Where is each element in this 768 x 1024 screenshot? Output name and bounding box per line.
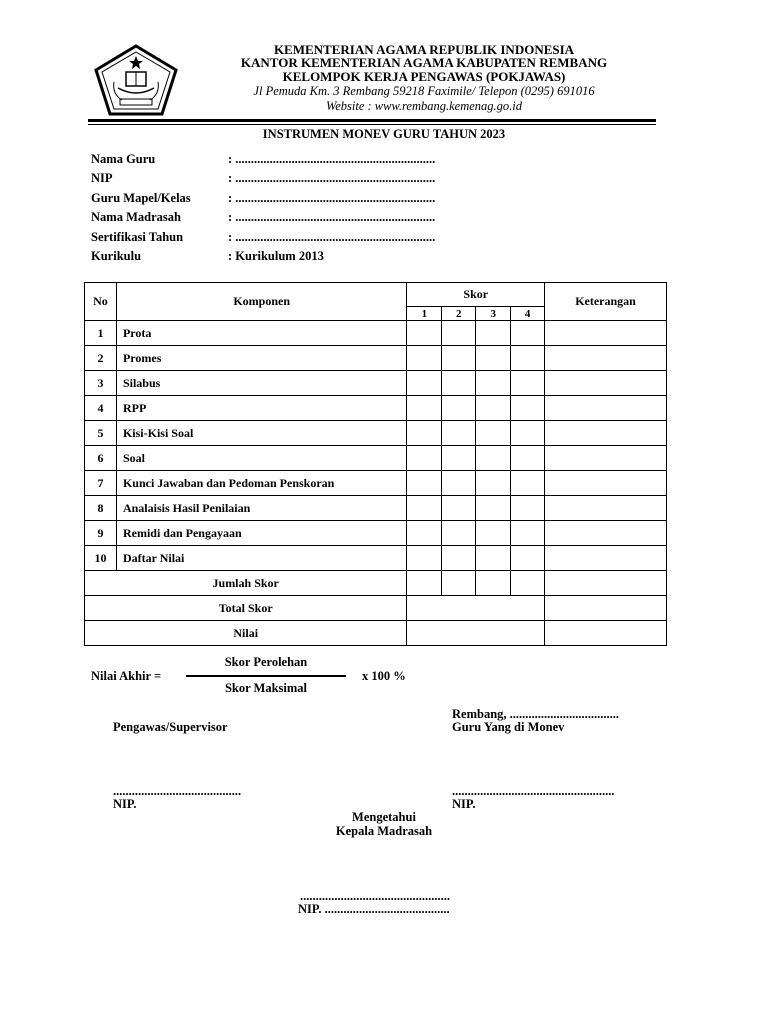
info-value: : ................................................................ bbox=[228, 171, 436, 185]
row-komponen: Soal bbox=[116, 446, 406, 471]
row-no: 5 bbox=[85, 421, 117, 446]
info-label: Nama Guru bbox=[91, 152, 156, 166]
score-cell[interactable] bbox=[511, 521, 545, 546]
skor-level: 3 bbox=[476, 307, 511, 321]
header-ministry: KEMENTERIAN AGAMA REPUBLIK INDONESIA bbox=[273, 42, 575, 57]
keterangan-cell[interactable] bbox=[545, 596, 667, 621]
header-website: Website : www.rembang.kemenag.go.id bbox=[325, 99, 523, 113]
info-label: Guru Mapel/Kelas bbox=[91, 191, 191, 205]
row-no: 2 bbox=[85, 346, 117, 371]
row-no: 9 bbox=[85, 521, 117, 546]
info-value: : Kurikulum 2013 bbox=[228, 249, 324, 263]
table-row bbox=[85, 321, 667, 346]
score-cell[interactable] bbox=[407, 571, 442, 596]
table-row bbox=[85, 546, 667, 571]
table-row bbox=[85, 496, 667, 521]
keterangan-cell[interactable] bbox=[545, 421, 667, 446]
total-skor-cell[interactable] bbox=[407, 596, 545, 621]
score-cell[interactable] bbox=[442, 571, 476, 596]
info-label: Sertifikasi Tahun bbox=[91, 230, 184, 244]
row-no: 10 bbox=[85, 546, 117, 571]
score-cell[interactable] bbox=[511, 346, 545, 371]
teacher-signature-line: .................................................... bbox=[452, 784, 615, 798]
skor-level: 2 bbox=[442, 307, 476, 321]
score-cell[interactable] bbox=[476, 321, 511, 346]
score-cell[interactable] bbox=[407, 521, 442, 546]
score-cell[interactable] bbox=[407, 471, 442, 496]
info-label: Nama Madrasah bbox=[91, 210, 181, 224]
row-komponen: Kisi-Kisi Soal bbox=[116, 421, 406, 446]
info-label: NIP bbox=[91, 171, 113, 185]
score-cell[interactable] bbox=[442, 471, 476, 496]
score-cell[interactable] bbox=[442, 521, 476, 546]
nilai-akhir-label: Nilai Akhir = bbox=[91, 669, 162, 683]
supervisor-title: Pengawas/Supervisor bbox=[113, 720, 228, 734]
score-cell[interactable] bbox=[407, 421, 442, 446]
keterangan-cell[interactable] bbox=[545, 321, 667, 346]
total-skor-row bbox=[85, 596, 667, 621]
score-cell[interactable] bbox=[442, 396, 476, 421]
skor-level: 4 bbox=[511, 307, 545, 321]
row-no: 4 bbox=[85, 396, 117, 421]
score-cell[interactable] bbox=[442, 371, 476, 396]
formula-denominator: Skor Maksimal bbox=[224, 681, 308, 695]
fraction-bar bbox=[186, 675, 346, 677]
score-cell[interactable] bbox=[442, 546, 476, 571]
score-cell[interactable] bbox=[511, 546, 545, 571]
teacher-title: Guru Yang di Monev bbox=[452, 720, 565, 734]
mengetahui-label: Mengetahui bbox=[352, 810, 416, 824]
row-komponen: Analaisis Hasil Penilaian bbox=[116, 496, 406, 521]
keterangan-cell[interactable] bbox=[545, 496, 667, 521]
table-row bbox=[85, 471, 667, 496]
score-cell[interactable] bbox=[476, 396, 511, 421]
header-rule-thin bbox=[88, 124, 656, 125]
document-title: INSTRUMEN MONEV GURU TAHUN 2023 bbox=[262, 127, 506, 141]
header-rule-thick bbox=[88, 119, 656, 122]
nilai-label: Nilai bbox=[85, 621, 407, 646]
formula-multiplier: x 100 % bbox=[362, 669, 406, 683]
nilai-row bbox=[85, 621, 667, 646]
score-cell[interactable] bbox=[407, 346, 442, 371]
supervisor-signature-line: ......................................... bbox=[113, 784, 242, 798]
row-komponen: Kunci Jawaban dan Pedoman Penskoran bbox=[116, 471, 406, 496]
keterangan-cell[interactable] bbox=[545, 546, 667, 571]
supervisor-nip: NIP. bbox=[113, 797, 137, 811]
row-komponen: RPP bbox=[116, 396, 406, 421]
kepala-signature-line: ................................................ bbox=[300, 889, 450, 903]
score-cell[interactable] bbox=[476, 471, 511, 496]
score-cell[interactable] bbox=[407, 396, 442, 421]
nilai-cell[interactable] bbox=[407, 621, 545, 646]
score-cell[interactable] bbox=[511, 421, 545, 446]
score-cell[interactable] bbox=[511, 371, 545, 396]
score-cell[interactable] bbox=[442, 496, 476, 521]
row-no: 3 bbox=[85, 371, 117, 396]
row-komponen: Promes bbox=[116, 346, 406, 371]
kepala-madrasah-title: Kepala Madrasah bbox=[335, 824, 433, 838]
score-cell[interactable] bbox=[511, 396, 545, 421]
keterangan-cell[interactable] bbox=[545, 471, 667, 496]
score-cell[interactable] bbox=[442, 446, 476, 471]
row-no: 6 bbox=[85, 446, 117, 471]
skor-level: 1 bbox=[407, 307, 442, 321]
teacher-nip: NIP. bbox=[452, 797, 476, 811]
total-skor-label: Total Skor bbox=[85, 596, 407, 621]
table-row bbox=[85, 521, 667, 546]
score-cell[interactable] bbox=[476, 371, 511, 396]
score-cell[interactable] bbox=[407, 446, 442, 471]
row-komponen: Daftar Nilai bbox=[116, 546, 406, 571]
monev-table bbox=[84, 282, 667, 646]
keterangan-cell[interactable] bbox=[545, 521, 667, 546]
table-row bbox=[85, 371, 667, 396]
jumlah-skor-label: Jumlah Skor bbox=[85, 571, 407, 596]
score-cell[interactable] bbox=[511, 446, 545, 471]
keterangan-cell[interactable] bbox=[545, 346, 667, 371]
row-komponen: Remidi dan Pengayaan bbox=[116, 521, 406, 546]
score-cell[interactable] bbox=[511, 496, 545, 521]
row-no: 7 bbox=[85, 471, 117, 496]
keterangan-cell[interactable] bbox=[545, 396, 667, 421]
table-row bbox=[85, 346, 667, 371]
score-cell[interactable] bbox=[511, 571, 545, 596]
info-value: : ................................................................ bbox=[228, 191, 436, 205]
row-no: 1 bbox=[85, 321, 117, 346]
score-cell[interactable] bbox=[442, 346, 476, 371]
score-cell[interactable] bbox=[476, 546, 511, 571]
score-cell[interactable] bbox=[407, 546, 442, 571]
kemenag-logo bbox=[92, 42, 180, 118]
score-cell[interactable] bbox=[442, 421, 476, 446]
score-cell[interactable] bbox=[407, 496, 442, 521]
score-cell[interactable] bbox=[476, 571, 511, 596]
header-office: KANTOR KEMENTERIAN AGAMA KABUPATEN REMBANG bbox=[240, 55, 608, 70]
score-cell[interactable] bbox=[511, 471, 545, 496]
info-value: : ................................................................ bbox=[228, 152, 436, 166]
info-value: : ................................................................ bbox=[228, 230, 436, 244]
kepala-nip: NIP. ........................................ bbox=[298, 902, 450, 916]
score-cell[interactable] bbox=[476, 521, 511, 546]
header-no: No bbox=[85, 283, 117, 321]
row-komponen: Prota bbox=[116, 321, 406, 346]
score-cell[interactable] bbox=[407, 371, 442, 396]
table-row bbox=[85, 421, 667, 446]
header-skor: Skor bbox=[407, 283, 545, 307]
header-keterangan: Keterangan bbox=[545, 283, 667, 321]
formula-numerator: Skor Perolehan bbox=[224, 655, 308, 669]
row-komponen: Silabus bbox=[116, 371, 406, 396]
table-row bbox=[85, 446, 667, 471]
score-cell[interactable] bbox=[476, 446, 511, 471]
info-label: Kurikulu bbox=[91, 249, 142, 263]
header-komponen: Komponen bbox=[116, 283, 406, 321]
score-cell[interactable] bbox=[407, 321, 442, 346]
row-no: 8 bbox=[85, 496, 117, 521]
keterangan-cell[interactable] bbox=[545, 446, 667, 471]
score-cell[interactable] bbox=[476, 496, 511, 521]
table-header-row bbox=[85, 283, 667, 307]
score-cell[interactable] bbox=[442, 321, 476, 346]
score-cell[interactable] bbox=[476, 421, 511, 446]
header-group: KELOMPOK KERJA PENGAWAS (POKJAWAS) bbox=[282, 69, 566, 84]
score-cell[interactable] bbox=[476, 346, 511, 371]
keterangan-cell[interactable] bbox=[545, 371, 667, 396]
jumlah-skor-row bbox=[85, 571, 667, 596]
keterangan-cell[interactable] bbox=[545, 571, 667, 596]
info-value: : ................................................................ bbox=[228, 210, 436, 224]
place-date: Rembang, ................................... bbox=[452, 707, 620, 721]
header-address: Jl Pemuda Km. 3 Rembang 59218 Faximile/ Telepon (0295) 691016 bbox=[253, 84, 595, 98]
score-cell[interactable] bbox=[511, 321, 545, 346]
table-row bbox=[85, 396, 667, 421]
keterangan-cell[interactable] bbox=[545, 621, 667, 646]
